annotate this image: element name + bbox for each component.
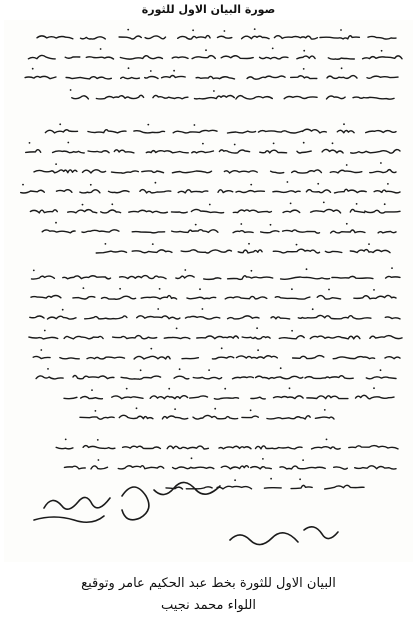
handwritten-text-lines <box>21 28 402 489</box>
handwritten-line <box>26 149 400 153</box>
ink-dot <box>194 124 196 126</box>
ink-dot <box>95 410 97 412</box>
ink-dot <box>270 478 272 480</box>
ink-dot <box>328 289 330 291</box>
ink-dot <box>250 184 252 186</box>
ink-dot <box>340 29 342 31</box>
ink-dot <box>199 288 201 290</box>
ink-dot <box>176 328 178 330</box>
handwritten-line <box>29 336 402 339</box>
ink-dot <box>270 224 272 226</box>
handwritten-line <box>30 315 400 319</box>
ink-dot <box>67 142 69 144</box>
ink-dot <box>83 287 85 289</box>
ink-dot <box>202 308 204 310</box>
ink-dot <box>127 29 129 31</box>
ink-dot <box>312 308 314 310</box>
ink-dot <box>368 243 370 245</box>
ink-dot <box>272 48 274 50</box>
ink-dot <box>159 288 161 290</box>
ink-dot <box>341 67 343 69</box>
ink-dot <box>90 184 92 186</box>
ink-dot <box>289 387 291 389</box>
ink-dot <box>291 330 293 332</box>
handwritten-line <box>45 129 396 133</box>
ink-dot <box>302 459 304 461</box>
ink-dot <box>40 349 42 351</box>
ink-dot <box>324 409 326 411</box>
ink-dot <box>306 268 308 270</box>
ink-dot <box>128 67 130 69</box>
ink-dot <box>224 388 226 390</box>
ink-dot <box>323 202 325 204</box>
ink-dot <box>205 49 207 51</box>
ink-dot <box>91 389 93 391</box>
ink-dot <box>119 288 121 290</box>
ink-dot <box>373 387 375 389</box>
ink-dot <box>262 458 264 460</box>
ink-dot <box>55 222 57 224</box>
ink-dot <box>290 203 292 205</box>
ink-dot <box>291 288 293 290</box>
caption-line-1: البيان الاول للثورة بخط عبد الحكيم عامر وتوقيع <box>81 576 336 591</box>
ink-dot <box>391 267 393 269</box>
handwritten-line <box>37 36 396 40</box>
ink-dot <box>179 368 181 370</box>
ink-dot <box>174 408 176 410</box>
ink-dot <box>29 142 31 144</box>
ink-dot <box>380 162 382 164</box>
ink-dot <box>157 308 159 310</box>
handwritten-line <box>96 249 390 253</box>
ink-dot <box>346 223 348 225</box>
ink-dot <box>280 367 282 369</box>
ink-dot <box>303 50 305 52</box>
handwritten-line <box>72 95 394 99</box>
ink-dot <box>33 270 35 272</box>
ink-dot <box>98 459 100 461</box>
handwritten-line <box>56 446 398 450</box>
ink-dot <box>105 243 107 245</box>
ink-dot <box>47 368 49 370</box>
ink-dot <box>136 407 138 409</box>
handwritten-line <box>166 485 364 489</box>
ink-dot <box>150 70 152 72</box>
ink-dot <box>240 223 242 225</box>
ink-dot <box>256 327 258 329</box>
handwritten-line <box>30 209 400 213</box>
ink-dot <box>317 183 319 185</box>
handwritten-letter-image <box>4 20 413 562</box>
ink-dot <box>209 204 211 206</box>
ink-dot <box>332 142 334 144</box>
ink-dot <box>65 439 67 441</box>
ink-dot <box>251 270 253 272</box>
ink-dot <box>221 347 223 349</box>
ink-dot <box>214 408 216 410</box>
ink-dot <box>202 143 204 145</box>
ink-dot <box>380 369 382 371</box>
ink-dot <box>296 244 298 246</box>
ink-dot <box>373 289 375 291</box>
handwritten-line <box>31 295 396 299</box>
ink-dot <box>147 124 149 126</box>
ink-dot <box>191 457 193 459</box>
ink-dot <box>234 144 236 146</box>
ink-dot <box>100 48 102 50</box>
handwritten-line <box>28 55 402 59</box>
ink-dot <box>257 349 259 351</box>
ink-dot <box>150 348 152 350</box>
caption-line-2: اللواء محمد نجيب <box>161 598 256 613</box>
ink-dot <box>168 388 170 390</box>
ink-dot <box>356 203 358 205</box>
ink-dot <box>195 224 197 226</box>
ink-dot <box>184 269 186 271</box>
ink-dot <box>381 50 383 52</box>
ink-dot <box>299 478 301 480</box>
ink-dot <box>126 388 128 390</box>
handwritten-line <box>64 466 396 469</box>
ink-dot <box>44 330 46 332</box>
ink-dot <box>155 182 157 184</box>
handwritten-line <box>80 415 334 419</box>
ink-dot <box>208 369 210 371</box>
signature-stamp <box>34 482 338 544</box>
ink-dot <box>343 123 345 125</box>
ink-dot <box>173 70 175 72</box>
handwritten-line <box>32 276 401 280</box>
ink-dot <box>248 243 250 245</box>
ink-dot <box>250 409 252 411</box>
ink-dot <box>192 29 194 31</box>
ink-dot <box>97 439 99 441</box>
handwritten-line <box>25 76 398 80</box>
ink-dot <box>273 143 275 145</box>
handwritten-line <box>36 376 396 380</box>
ink-dot <box>62 309 64 311</box>
handwritten-line <box>33 356 400 359</box>
ink-dot <box>70 89 72 91</box>
ink-dot <box>346 164 348 166</box>
ink-dot <box>387 183 389 185</box>
ink-dot <box>59 123 61 125</box>
ink-dot <box>234 479 236 481</box>
ink-dot <box>22 184 24 186</box>
ink-dot <box>82 204 84 206</box>
handwritten-line <box>64 395 394 399</box>
handwritten-line <box>42 230 396 234</box>
image-caption <box>0 573 417 617</box>
ink-dot <box>111 203 113 205</box>
page-title: صورة البيان الاول للثورة <box>141 3 276 16</box>
ink-dot <box>55 163 57 165</box>
ink-dot <box>326 439 328 441</box>
ink-dot <box>287 181 289 183</box>
handwritten-line <box>34 170 396 174</box>
ink-dot <box>384 203 386 205</box>
ink-dot <box>213 90 215 92</box>
ink-dot <box>254 28 256 30</box>
ink-dot <box>303 68 305 70</box>
ink-dot <box>140 369 142 371</box>
ink-dot <box>152 243 154 245</box>
ink-dot <box>224 30 226 32</box>
ink-dot <box>32 68 34 70</box>
handwritten-line <box>21 189 400 193</box>
ink-dot <box>303 142 305 144</box>
